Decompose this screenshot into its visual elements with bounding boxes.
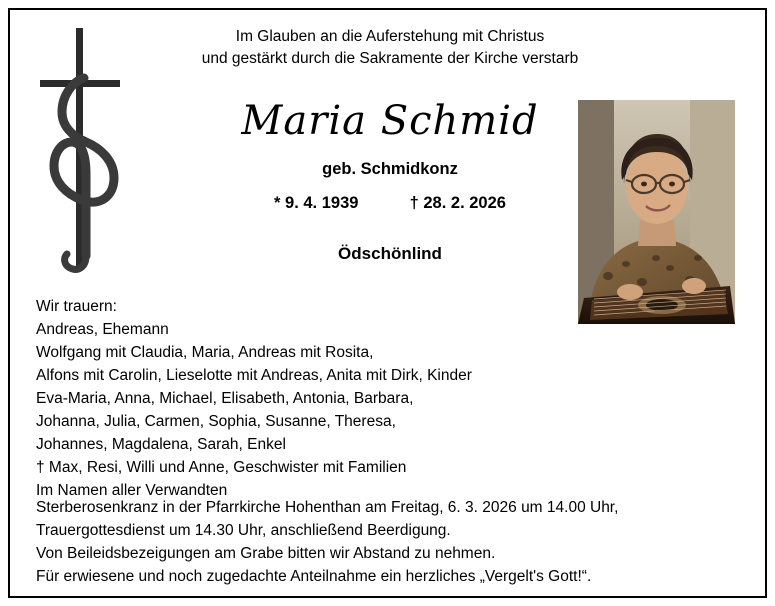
header-line-1: Im Glauben an die Auferstehung mit Christus	[235, 28, 545, 45]
service-line: Sterberosenkranz in der Pfarrkirche Hohenthan am Freitag, 6. 3. 2026 um 14.00 Uhr,	[36, 499, 619, 516]
service-line: Von Beileidsbezeigungen am Grabe bitten wir Abstand zu nehmen.	[36, 544, 496, 562]
death-date: † 28. 2. 2026	[409, 194, 506, 212]
header-line-2: und gestärkt durch die Sakramente der Kirche verstarb	[201, 50, 579, 67]
mourners-intro: Wir trauern:	[36, 298, 117, 315]
service-details-block	[36, 497, 746, 589]
maiden-name: geb. Schmidkonz	[322, 160, 458, 178]
mourner-line: Eva-Maria, Anna, Michael, Elisabeth, Antonia, Barbara,	[36, 389, 414, 407]
mourner-line: Wolfgang mit Claudia, Maria, Andreas mit Rosita,	[36, 343, 374, 361]
birth-date: * 9. 4. 1939	[274, 194, 359, 212]
mourner-line: Andreas, Ehemann	[36, 320, 169, 338]
mourner-line: Alfons mit Carolin, Lieselotte mit Andreas, Anita mit Dirk, Kinder	[36, 366, 472, 384]
mourner-line: Johannes, Magdalena, Sarah, Enkel	[36, 435, 286, 453]
portrait-photo	[578, 100, 735, 324]
mourner-line: Johanna, Julia, Carmen, Sophia, Susanne, Theresa,	[36, 412, 396, 430]
deceased-name: Maria Schmid	[241, 98, 539, 144]
mourners-block	[36, 296, 576, 502]
life-dates	[160, 194, 620, 213]
service-line: Für erwiesene und noch zugedachte Anteilnahme ein herzliches „Vergelt's Gott!“.	[36, 567, 592, 585]
cross-and-treble-clef-icon	[26, 24, 156, 274]
mourner-line: Im Namen aller Verwandten	[36, 481, 228, 499]
place-name: Ödschönlind	[338, 244, 442, 263]
service-line: Trauergottesdienst um 14.30 Uhr, anschließend Beerdigung.	[36, 521, 451, 539]
notice-header	[160, 26, 620, 70]
mourner-line: † Max, Resi, Willi und Anne, Geschwister mit Familien	[36, 458, 407, 476]
